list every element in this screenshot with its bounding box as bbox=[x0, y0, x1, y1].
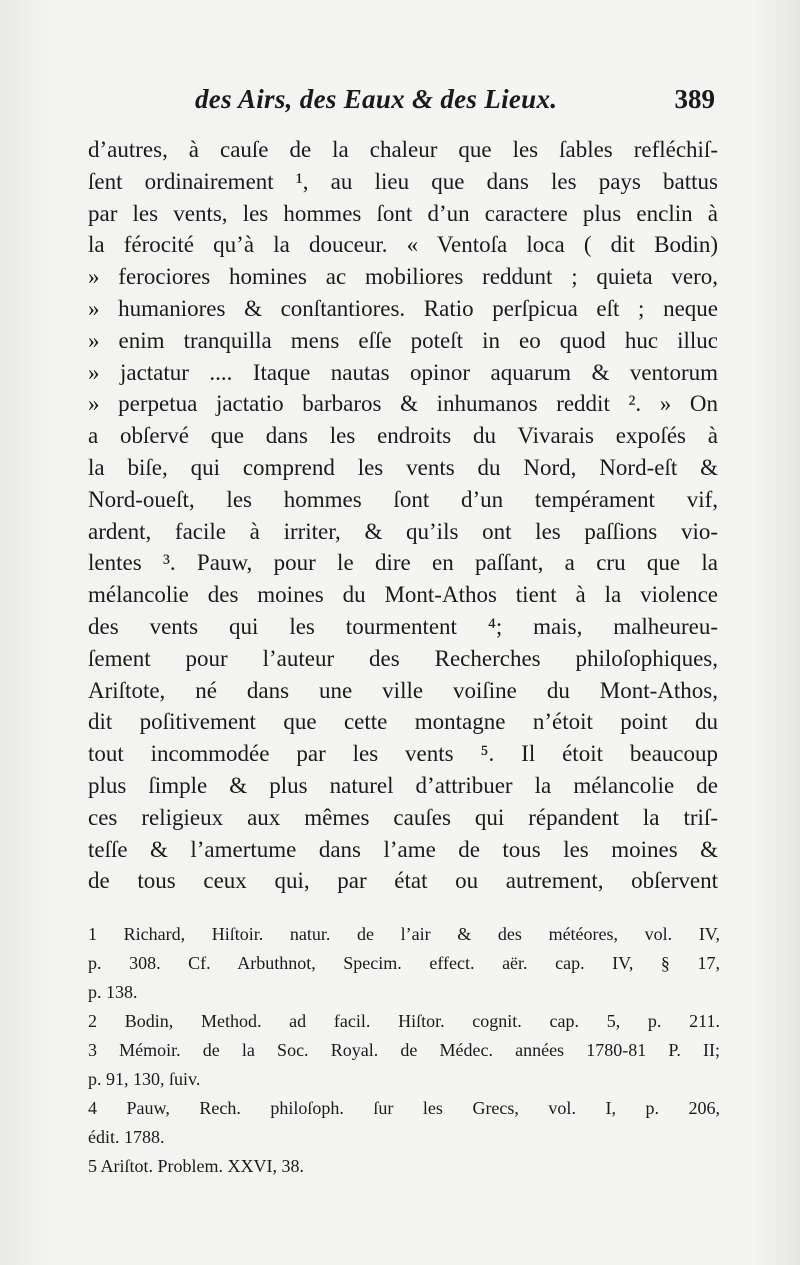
text-line: a obſervé que dans les endroits du Vivarais expoſés à bbox=[88, 423, 718, 449]
text-line: d’autres, à cauſe de la chaleur que les ſables refléchiſ- bbox=[88, 137, 718, 162]
text-line: » enim tranquilla mens eſſe poteſt in eo quod huc illuc bbox=[88, 327, 718, 353]
text-line: mélancolie des moines du Mont-Athos tient à la violence bbox=[88, 582, 718, 608]
footnote-line: p. 308. Cf. Arbuthnot, Specim. effect. aër. cap. IV, § 17, bbox=[88, 953, 720, 973]
text-line: de tous ceux qui, par état ou autrement, obſervent bbox=[88, 868, 718, 894]
page-number: 389 bbox=[674, 84, 715, 114]
text-line: Nord-oueſt, les hommes ſont d’un tempérament vif, bbox=[88, 486, 718, 512]
footnotes bbox=[88, 920, 720, 1181]
text-line: ardent, facile à irriter, & qu’ils ont les paſſions vio- bbox=[88, 518, 718, 544]
text-line: » humaniores & conſtantiores. Ratio perſpicua eſt ; neque bbox=[88, 295, 718, 321]
footnote-line: 4 Pauw, Rech. philoſoph. ſur les Grecs, vol. I, p. 206, bbox=[88, 1098, 720, 1118]
main-text bbox=[88, 134, 718, 897]
text-line: la férocité qu’à la douceur. « Ventoſa loca ( dit Bodin) bbox=[88, 232, 718, 258]
footnote-line: 2 Bodin, Method. ad facil. Hiſtor. cognit. cap. 5, p. 211. bbox=[88, 1011, 720, 1031]
footnote-line: édit. 1788. bbox=[88, 1127, 165, 1147]
text-line: la biſe, qui comprend les vents du Nord, Nord-eſt & bbox=[88, 454, 718, 480]
text-line: ſent ordinairement ¹, au lieu que dans les pays battus bbox=[88, 168, 718, 194]
footnote-line: p. 91, 130, ſuiv. bbox=[88, 1069, 201, 1089]
text-line: » perpetua jactatio barbaros & inhumanos reddit ². » On bbox=[88, 391, 718, 417]
running-title: des Airs, des Eaux & des Lieux. bbox=[195, 84, 558, 114]
footnote-line: 3 Mémoir. de la Soc. Royal. de Médec. années 1780-81 P. II; bbox=[88, 1040, 720, 1060]
text-line: ſement pour l’auteur des Recherches philoſophiques, bbox=[88, 645, 718, 671]
footnote-line: p. 138. bbox=[88, 982, 138, 1002]
footnote-line: 1 Richard, Hiſtoir. natur. de l’air & des météores, vol. IV, bbox=[88, 924, 720, 944]
text-line: teſſe & l’amertume dans l’ame de tous les moines & bbox=[88, 836, 718, 862]
text-line: des vents qui les tourmentent ⁴; mais, malheureu- bbox=[88, 613, 718, 639]
text-line: » jactatur .... Itaque nautas opinor aquarum & ventorum bbox=[88, 359, 718, 385]
text-line: tout incommodée par les vents ⁵. Il étoit beaucoup bbox=[88, 741, 718, 767]
page-header bbox=[195, 84, 715, 120]
text-line: plus ſimple & plus naturel d’attribuer la mélancolie de bbox=[88, 772, 718, 798]
text-line: » ferociores homines ac mobiliores reddunt ; quieta vero, bbox=[88, 264, 718, 290]
text-line: lentes ³. Pauw, pour le dire en paſſant, a cru que la bbox=[88, 550, 718, 576]
text-line: par les vents, les hommes ſont d’un caractere plus enclin à bbox=[88, 200, 718, 226]
text-line: Ariſtote, né dans une ville voiſine du Mont-Athos, bbox=[88, 677, 718, 703]
text-line: dit poſitivement que cette montagne n’étoit point du bbox=[88, 709, 718, 735]
text-line: ces religieux aux mêmes cauſes qui répandent la triſ- bbox=[88, 804, 718, 830]
footnote-line: 5 Ariſtot. Problem. XXVI, 38. bbox=[88, 1156, 304, 1176]
